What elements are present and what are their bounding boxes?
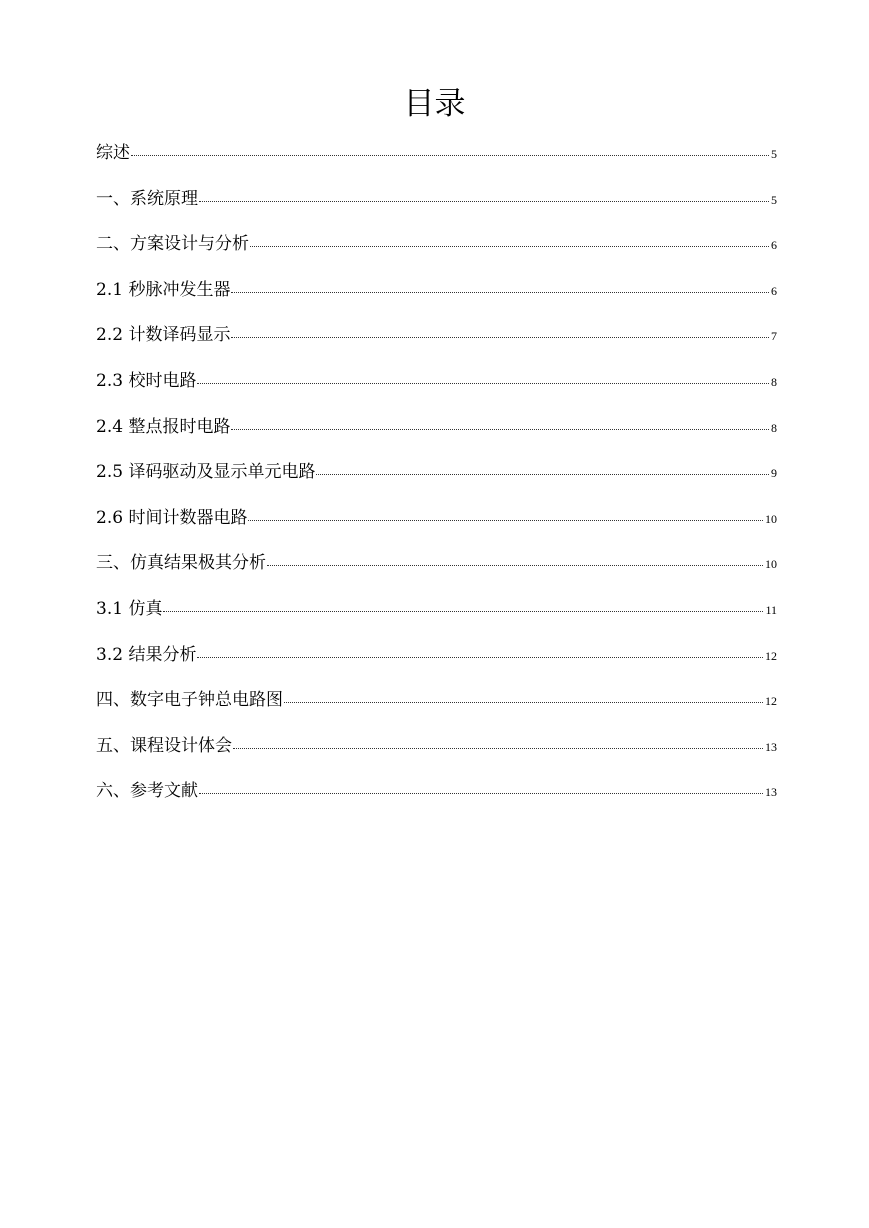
toc-entry-label: 六、参考文献	[96, 781, 198, 802]
toc-dot-leader	[231, 429, 769, 430]
toc-entry-label: 3.1 仿真	[96, 598, 163, 619]
toc-page-number: 12	[765, 694, 777, 709]
toc-page-number: 5	[771, 147, 777, 161]
toc-dot-leader	[248, 520, 763, 521]
toc-entry[interactable]	[96, 595, 777, 641]
toc-entry[interactable]	[96, 777, 777, 823]
toc-dot-leader	[199, 793, 763, 794]
toc-entry-label: 2.2 计数译码显示	[96, 325, 231, 346]
toc-dot-leader	[131, 155, 769, 156]
toc-entry-label: 3.2 结果分析	[96, 644, 197, 665]
toc-entry[interactable]	[96, 185, 777, 231]
toc-entry-label: 2.4 整点报时电路	[96, 416, 231, 437]
toc-entry[interactable]	[96, 139, 777, 185]
toc-dot-leader	[197, 383, 769, 384]
toc-entry-label: 2.5 译码驱动及显示单元电路	[96, 462, 316, 483]
toc-entry[interactable]	[96, 458, 777, 504]
toc-page-number: 13	[765, 785, 777, 800]
toc-entry[interactable]	[96, 230, 777, 276]
toc-entry[interactable]	[96, 549, 777, 595]
toc-entry-label: 一、系统原理	[96, 188, 198, 209]
toc-page-number: 10	[765, 557, 777, 572]
toc-page-number: 13	[765, 739, 777, 754]
toc-entry-label: 2.1 秒脉冲发生器	[96, 279, 231, 300]
toc-entry[interactable]	[96, 321, 777, 367]
toc-dot-leader	[267, 565, 763, 566]
toc-page-number: 7	[771, 329, 777, 344]
toc-page-number: 9	[771, 466, 777, 481]
toc-entry-label: 2.6 时间计数器电路	[96, 507, 248, 528]
toc-page-number: 5	[771, 192, 777, 207]
toc-entry[interactable]	[96, 641, 777, 687]
toc-entry-label: 2.3 校时电路	[96, 370, 197, 391]
toc-page-number: 10	[765, 511, 777, 526]
toc-dot-leader	[199, 201, 769, 202]
toc-page-number: 8	[771, 374, 777, 389]
toc-entry[interactable]	[96, 413, 777, 459]
toc-dot-leader	[231, 337, 769, 338]
toc-entry[interactable]	[96, 504, 777, 550]
toc-entry[interactable]	[96, 732, 777, 778]
toc-dot-leader	[284, 702, 763, 703]
toc-page-number: 12	[765, 648, 777, 663]
toc-page-number: 8	[771, 420, 777, 435]
toc-entry[interactable]	[96, 367, 777, 413]
toc-entry-label: 综述	[96, 143, 130, 163]
toc-entry[interactable]	[96, 276, 777, 322]
toc-dot-leader	[233, 748, 763, 749]
table-of-contents	[96, 139, 777, 823]
toc-entry-label: 三、仿真结果极其分析	[96, 553, 266, 574]
toc-entry-label: 五、课程设计体会	[96, 735, 232, 756]
toc-entry[interactable]	[96, 686, 777, 732]
toc-dot-leader	[197, 657, 763, 658]
page-title: 目录	[403, 86, 466, 122]
toc-page-number: 6	[771, 238, 777, 253]
toc-dot-leader	[316, 474, 769, 475]
toc-dot-leader	[231, 292, 769, 293]
toc-page-number: 11	[765, 602, 777, 617]
toc-page-number: 6	[771, 283, 777, 298]
toc-dot-leader	[250, 246, 769, 247]
toc-entry-label: 二、方案设计与分析	[96, 234, 249, 255]
toc-dot-leader	[163, 611, 763, 612]
toc-entry-label: 四、数字电子钟总电路图	[96, 690, 283, 711]
